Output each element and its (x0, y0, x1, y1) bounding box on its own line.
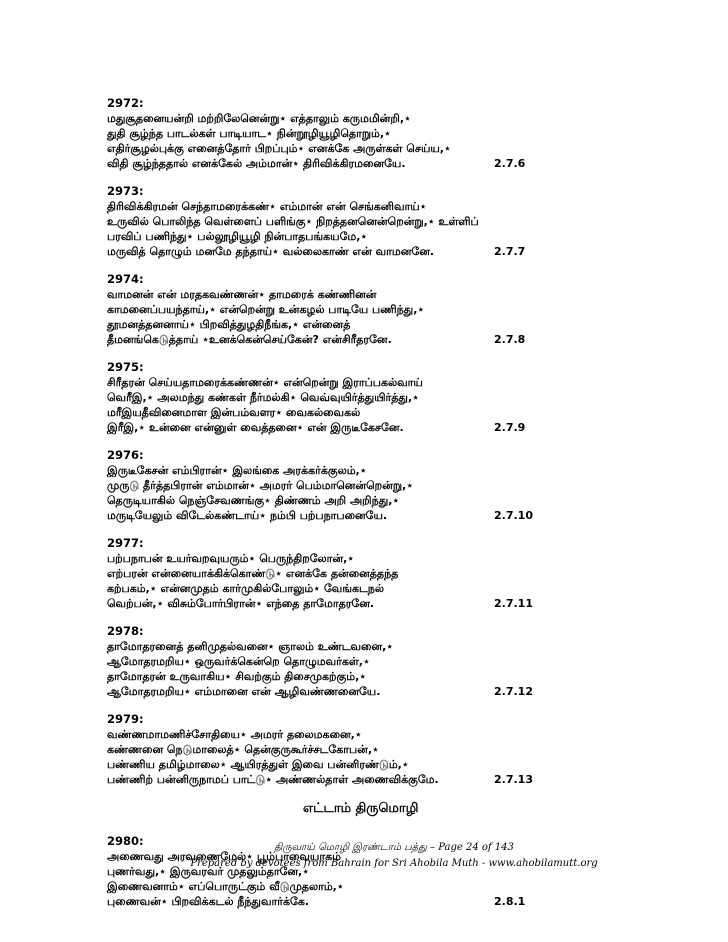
verse-line (107, 493, 547, 508)
verse-line-text: மருடியேலும் விடேல்கண்டாய்⋆ நம்பி பற்பநாபனையே. (107, 509, 388, 522)
verse-line (107, 420, 547, 435)
verse-line (107, 332, 547, 347)
verse-line-text: இணைவனாம்⋆ எப்பொருட்கும் வீடுமுதலாம்,⋆ (107, 880, 344, 893)
verse-line (107, 302, 547, 317)
verse-line-text: வெரீஇ,⋆ அலமந்து கண்கள் நீர்மல்கி⋆ வெவ்வுயிர்த்துயிர்த்து,⋆ (107, 391, 420, 404)
verse-line-text: பரவிப் பணிந்து⋆ பல்லூழியூழி நின்பாதபங்கயமே,⋆ (107, 230, 368, 243)
verse-line (107, 669, 547, 684)
footer-credits: Prepared by devotees from Bahrain for Sri Ahobila Muth - www.ahobilamutt.org (190, 858, 598, 869)
verse-line (107, 229, 547, 244)
verse-number: 2978: (107, 624, 144, 638)
verse-line-text: புணர்வது,⋆ இருவரவர் முதலும்தானே,⋆ (107, 865, 310, 878)
verse-number: 2973: (107, 184, 144, 198)
verse-line-text: எற்பரன் என்னையாக்கிக்கொண்டு⋆ எனக்கே தன்னைத்தந்த (107, 567, 399, 580)
verse-reference: 2.7.9 (494, 421, 526, 434)
verse-line-text: எதிர்சூழல்புக்கு எனைத்தோர் பிறப்பும்⋆ எனக்கே அருள்கள் செய்ய,⋆ (107, 142, 451, 155)
verse-line-text: தூமனத்தனனாய்⋆ பிறவித்துழதிநீங்க,⋆ என்னைத் (107, 318, 351, 331)
verse-line (107, 684, 547, 699)
verse-line-text: பண்ணிற் பன்னிருநாமப் பாட்டு⋆ அண்ணல்தாள் அணைவிக்குமே. (107, 773, 439, 786)
verse-line-text: கற்பகம்,⋆ என்னமுதம் கார்முகில்போலும்⋆ வேங்கடநல் (107, 582, 384, 595)
verse-reference: 2.7.13 (494, 773, 533, 786)
verse-line-text: வெற்பன்,⋆ விசும்போர்பிரான்⋆ எந்தை தாமோதரனே. (107, 597, 375, 610)
verse-number: 2976: (107, 448, 144, 462)
verse-line (107, 879, 547, 894)
verse (107, 536, 547, 611)
verse-line (107, 244, 547, 259)
verse-line (107, 199, 547, 214)
verse-line (107, 111, 547, 126)
verse-line-text: வண்ணமாமணிச்சோதியை⋆ அமரர் தலைமகனை,⋆ (107, 728, 362, 741)
verse-reference: 2.8.1 (494, 895, 526, 908)
verse-line-text: ஆமோதரமறிய⋆ ஒருவர்க்கென்றெ தொழுமவர்கள்,⋆ (107, 655, 370, 668)
verse-line-text: தாமோதரன் உருவாகிய⋆ சிவற்கும் திசைமுகற்கும்,⋆ (107, 670, 367, 683)
verse-line-text: சிரீதரன் செய்யதாமரைக்கண்ணன்⋆ என்றென்று இராப்பகல்வாய் (107, 376, 423, 389)
verse-line-text: திரிவிக்கிரமன் செந்தாமரைக்கண்⋆ எம்மான் என் செங்கனிவாய்⋆ (107, 200, 427, 213)
verse-line-text: பற்பநாபன் உயர்வறவுயரும்⋆ பெருந்திறலோன்,⋆ (107, 552, 355, 565)
verse-line (107, 566, 547, 581)
verse-line-text: முருடு தீர்த்தபிரான் எம்மான்⋆ அமரர் பெம்மானென்றென்று,⋆ (107, 479, 414, 492)
verse-reference: 2.7.6 (494, 157, 526, 170)
verse-line (107, 390, 547, 405)
verse-line-text: அணைவது அரவணைமேல்⋆ பூம்பாவையாகம் (107, 850, 341, 863)
verse-line-text: இரீஇ,⋆ உன்னை என்னுள் வைத்தனை⋆ என் இருடீகேசனே. (107, 421, 404, 434)
verse-line-text: உருவில் பொலிந்த வெள்ளைப் பளிங்கு⋆ நிறத்தனனென்றென்று,⋆ உள்ளிப் (107, 215, 479, 228)
verse-number: 2972: (107, 96, 144, 110)
verse-line-text: விதி சூழ்ந்ததால் எனக்கேல் அம்மான்⋆ திரிவிக்கிரமனையே. (107, 157, 406, 170)
verse-number: 2975: (107, 360, 144, 374)
verse-number: 2980: (107, 834, 144, 848)
section-heading: எட்டாம் திருமொழி (303, 801, 419, 816)
verse (107, 448, 547, 523)
verse-line (107, 478, 547, 493)
verse-line-text: புணைவன்⋆ பிறவிக்கடல் நீந்துவார்க்கே. (107, 895, 310, 908)
verse-line (107, 596, 547, 611)
verse-block-a (107, 96, 547, 523)
verse-line (107, 214, 547, 229)
verse-line (107, 639, 547, 654)
verse-number: 2974: (107, 272, 144, 286)
verse-line (107, 141, 547, 156)
verse-line (107, 287, 547, 302)
verse (107, 712, 547, 787)
verse-reference: 2.7.10 (494, 509, 533, 522)
footer-page-info: திருவாய் மொழி இரண்டாம் பத்து – Page 24 of 143 (274, 842, 514, 853)
verse-line (107, 551, 547, 566)
verse-line-text: தாமோதரனைத் தனிமுதல்வனை⋆ ஞாலம் உண்டவனை,⋆ (107, 640, 394, 653)
verse-line (107, 126, 547, 141)
verse-line (107, 463, 547, 478)
verse-line (107, 742, 547, 757)
verse-line-text: மரீஇயதீவினைமாள இன்பம்வளர⋆ வைகல்வைகல் (107, 406, 361, 419)
verse-number: 2977: (107, 536, 144, 550)
verse-line-text: கண்ணனை நெடுமாலைத்⋆ தென்குருகூர்ச்சடகோபன்,⋆ (107, 743, 379, 756)
verse-line (107, 894, 547, 909)
verse-reference: 2.7.11 (494, 597, 533, 610)
verse-line (107, 405, 547, 420)
verse-line (107, 375, 547, 390)
verse-line-text: வாமனன் என் மரதகவண்ணன்⋆ தாமரைக் கண்ணினன் (107, 288, 377, 301)
verse-line-text: தீமனங்கெடுத்தாய் ⋆உனக்கென்செய்கேன்? என்சிரீதரனே. (107, 333, 392, 346)
verse-line-text: மருவித் தொழும் மனமே தந்தாய்⋆ வல்லைகாண் என் வாமனனே. (107, 245, 435, 258)
verse-number: 2979: (107, 712, 144, 726)
verse-line (107, 727, 547, 742)
verse-reference: 2.7.12 (494, 685, 533, 698)
verse-reference: 2.7.8 (494, 333, 526, 346)
verse-line (107, 581, 547, 596)
verse-line (107, 508, 547, 523)
verse-line-text: காமனைப்பயந்தாய்,⋆ என்றென்று உன்கழல் பாடியே பணிந்து,⋆ (107, 303, 425, 316)
verse (107, 624, 547, 699)
document-body (107, 96, 547, 922)
verse (107, 96, 547, 171)
verse-block-b (107, 536, 547, 787)
verse-line (107, 317, 547, 332)
verse (107, 360, 547, 435)
verse-line-text: பண்ணிய தமிழ்மாலை⋆ ஆயிரத்துள் இவை பன்னிரண்டும்,⋆ (107, 758, 409, 771)
verse-line-text: ஆமோதரமறிய⋆ எம்மானை என் ஆழிவண்ணனையே. (107, 685, 381, 698)
verse-line (107, 757, 547, 772)
verse (107, 272, 547, 347)
verse-line-text: துதி சூழ்ந்த பாடல்கள் பாடியாட⋆ நின்றூழியூழிதொறும்,⋆ (107, 127, 391, 140)
verse-reference: 2.7.7 (494, 245, 526, 258)
verse-line-text: மதுசூதனையன்றி மற்றிலேனென்று⋆ எத்தாலும் கருமமின்றி,⋆ (107, 112, 411, 125)
verse-line (107, 772, 547, 787)
verse-line (107, 654, 547, 669)
verse-line-text: இருடீகேசன் எம்பிரான்⋆ இலங்கை அரக்கர்க்குலம்,⋆ (107, 464, 367, 477)
verse-line-text: தெருடியாகில் நெஞ்சேவணங்கு⋆ திண்ணம் அறி அறிந்து,⋆ (107, 494, 400, 507)
verse (107, 184, 547, 259)
verse-line (107, 156, 547, 171)
